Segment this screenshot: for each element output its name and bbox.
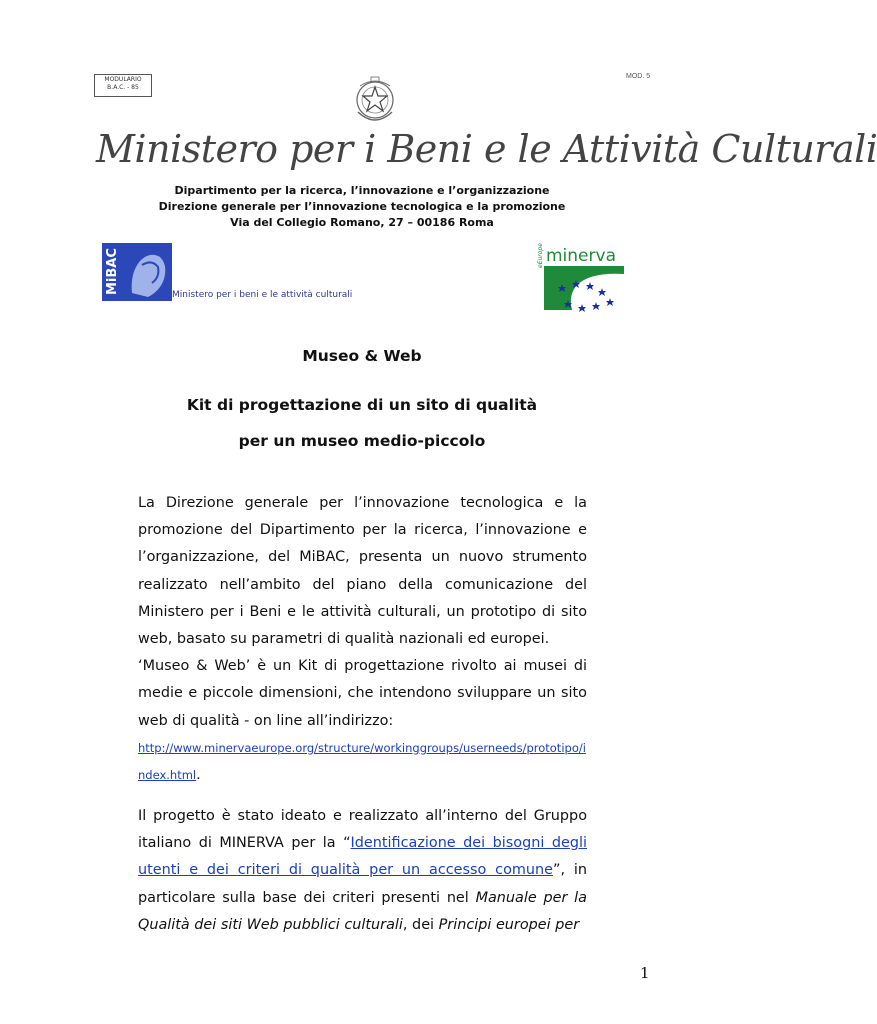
mibac-logo	[102, 243, 172, 301]
minerva-logo	[532, 244, 630, 316]
directorate-line: Direzione generale per l’innovazione tecnologica e la promozione	[158, 200, 566, 213]
document-title: Museo & Web	[302, 347, 422, 365]
url-trail: .	[196, 767, 201, 784]
european-principles-title: Principi europei per	[438, 916, 580, 933]
mibac-logo-text: MiBAC	[105, 248, 120, 295]
url-line	[138, 735, 587, 789]
address-line: Via del Collegio Romano, 27 – 00186 Roma	[230, 216, 494, 229]
document-subtitle-2: per un museo medio-piccolo	[238, 432, 486, 450]
department-header	[100, 183, 624, 231]
quality-manual-title: Manuale per la Qualità dei siti Web pubblici culturali	[138, 889, 587, 933]
intro-text: La Direzione generale per l’innovazione tecnologica e la promozione del Dipartimento per la ricerca, l’innovazione e l’organizzazione, del MiBAC, presenta un nuovo strumento realizzato nell’ambito del piano della comunicazione del Ministero per i Beni e le attività culturali, un prototipo di sito web, basato su parametri di qualità nazionali ed europei.	[138, 495, 587, 648]
intro-paragraph	[138, 490, 587, 789]
department-line: Dipartimento per la ricerca, l’innovazione e l’organizzazione	[174, 184, 550, 197]
page-number: 1	[640, 964, 650, 982]
kit-description: ‘Museo & Web’ è un Kit di progettazione rivolto ai musei di medie e piccole dimensioni, che intendono sviluppare un sito web di qualità - on line all’indirizzo:	[138, 658, 587, 729]
modulario-label: MODULARIO	[104, 76, 142, 83]
ministry-title: Ministero per i Beni e le Attività Culturali	[96, 127, 877, 171]
minerva-logo-text: minerva	[546, 246, 616, 266]
document-subtitle: Kit di progettazione di un sito di qualità	[186, 396, 538, 414]
modulario-stamp	[94, 74, 152, 97]
prototype-url-link[interactable]: http://www.minervaeurope.org/structure/workinggroups/userneeds/prototipo/index.html	[138, 740, 586, 783]
mibac-caption: Ministero per i beni e le attività culturali	[172, 290, 353, 300]
project-text-a: Il progetto è stato ideato e realizzato all’interno del Gruppo italiano di MINERVA per la “	[138, 808, 587, 852]
mod-code: MOD. 5	[626, 73, 651, 80]
project-text-b: ”, in particolare sulla base dei criteri presenti nel	[138, 862, 587, 906]
minerva-logo-sub: eEurope	[537, 243, 544, 268]
project-text-c: , dei	[402, 916, 439, 933]
modulario-code: B.A.C. - 85	[107, 84, 139, 91]
project-paragraph	[138, 803, 587, 939]
user-needs-link[interactable]: Identificazione dei bisogni degli utenti e dei criteri di qualità per un accesso comune	[138, 835, 587, 879]
